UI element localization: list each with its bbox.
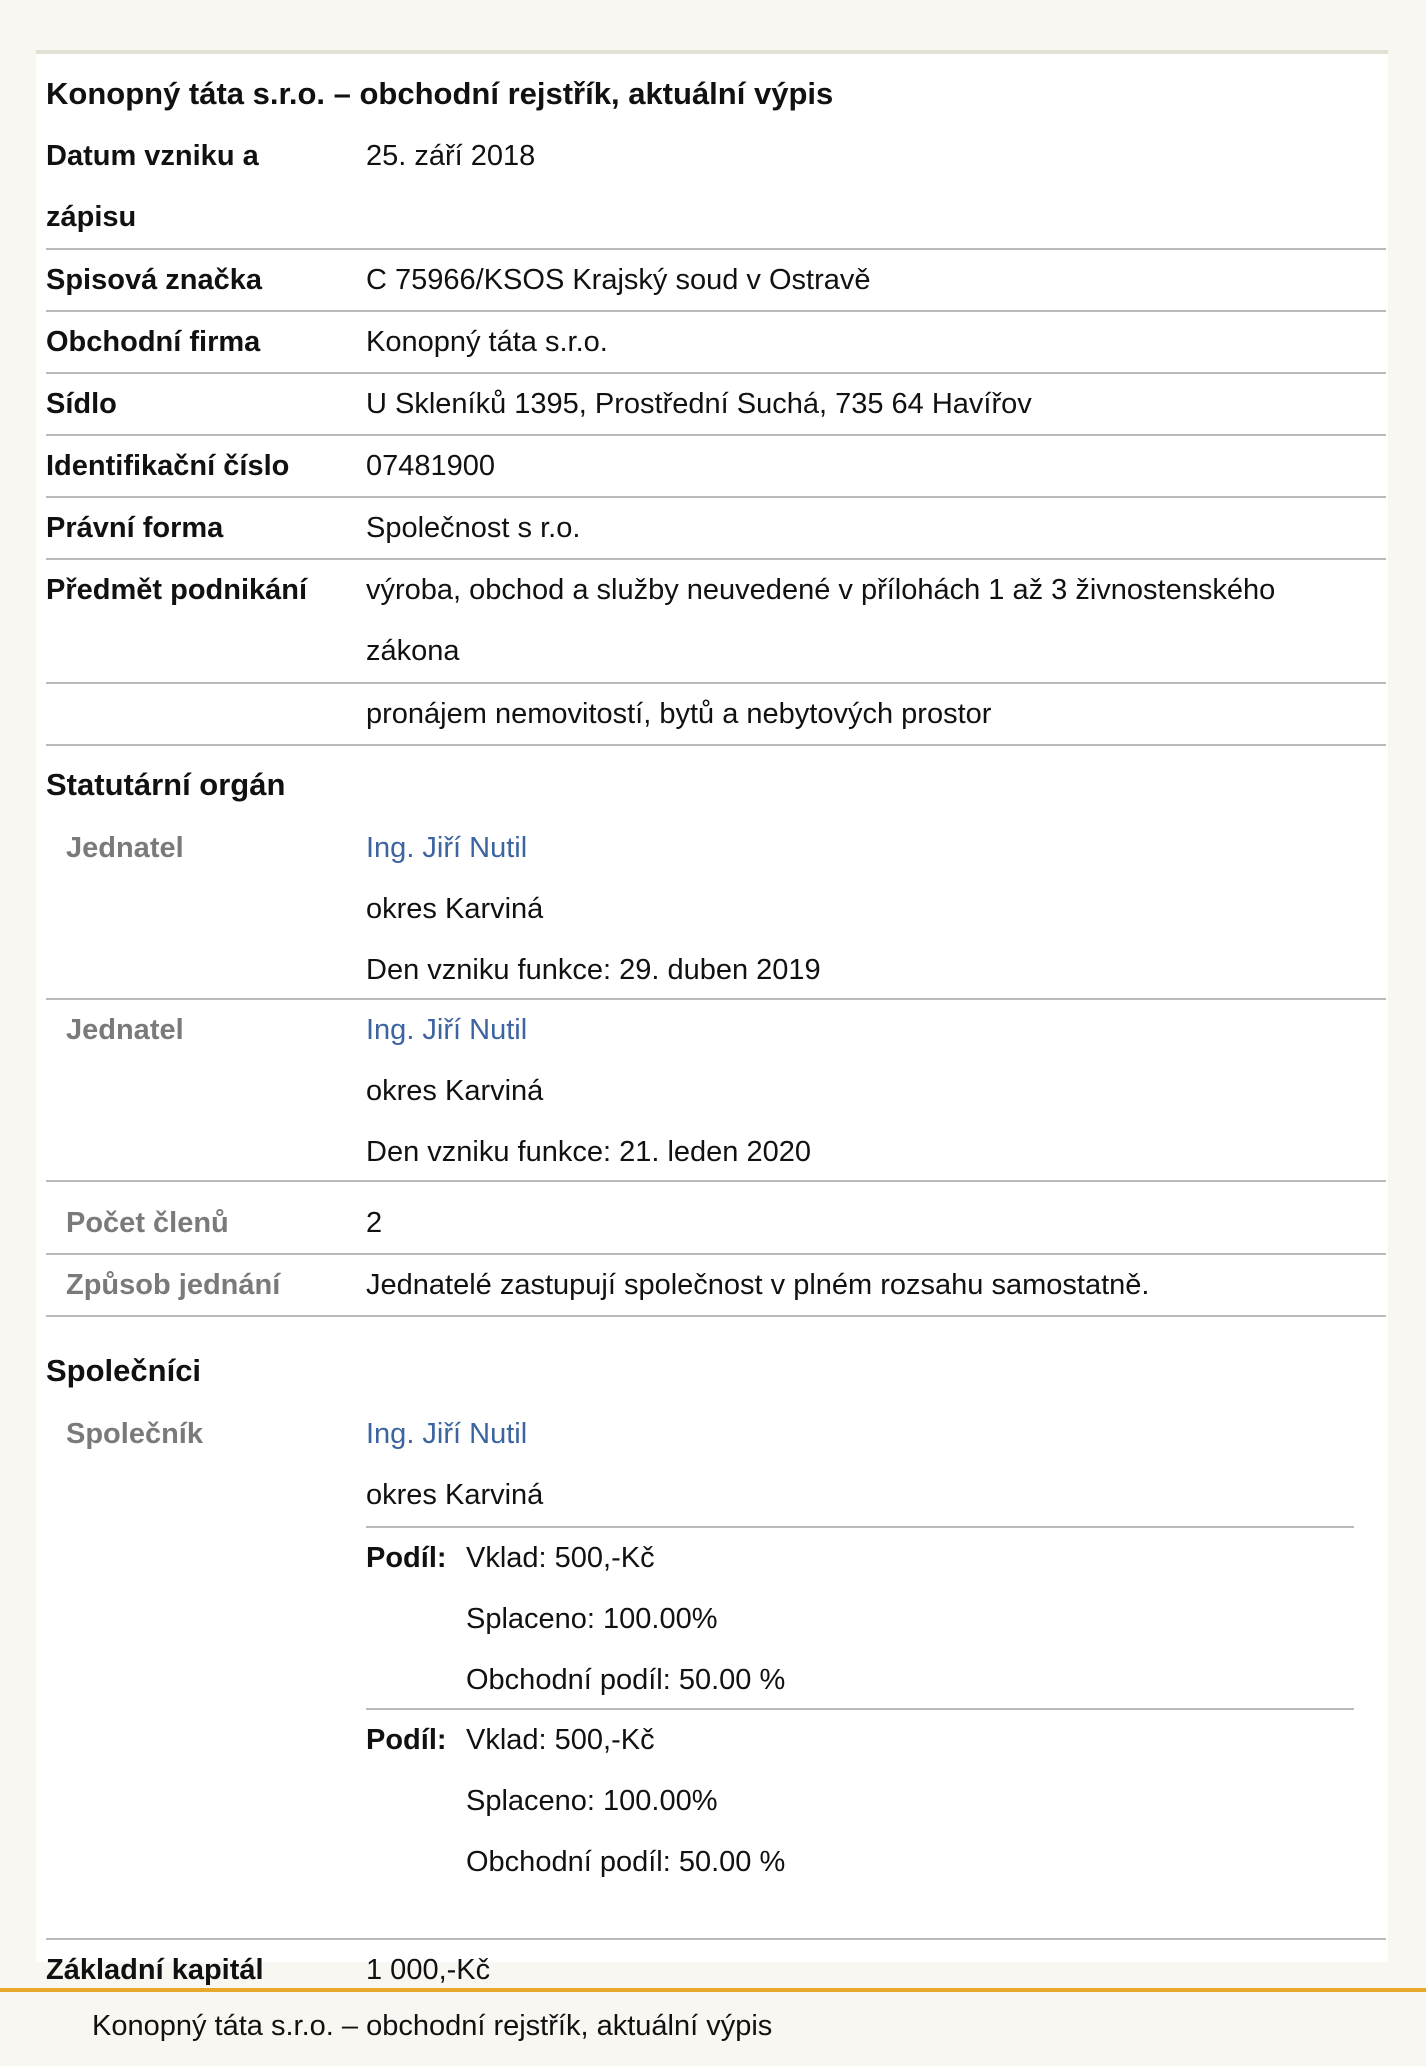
jednatel-2-district: okres Karviná (366, 1075, 544, 1107)
share-1-vklad: Vklad: 500,-Kč (466, 1542, 655, 1574)
row-predmet-podnikani-1 (46, 560, 1386, 684)
share-block-1 (366, 1526, 1354, 1708)
share-2-values (466, 1710, 785, 1893)
label-predmet-podnikani: Předmět podnikání (46, 574, 308, 606)
share-2-vklad: Vklad: 500,-Kč (466, 1724, 655, 1756)
value-identifikacni-cislo: 07481900 (366, 450, 496, 482)
share-2-podil: Obchodní podíl: 50.00 % (466, 1846, 786, 1878)
value-spolecnik (366, 1404, 1386, 1526)
row-spisova-znacka (46, 250, 1386, 312)
jednatel-1-district: okres Karviná (366, 893, 544, 925)
label-jednatel-1: Jednatel (66, 832, 184, 864)
value-zpusob-jednani: Jednatelé zastupují společnost v plném rozsahu samostatně. (366, 1269, 1150, 1301)
footer-title: Konopný táta s.r.o. – obchodní rejstřík, aktuální výpis (92, 2010, 773, 2042)
label-datum-vzniku (46, 126, 346, 248)
row-pocet-clenu (46, 1193, 1386, 1255)
row-zpusob-jednani (46, 1255, 1386, 1317)
section-statutarni-organ: Statutární orgán (46, 767, 286, 802)
label-pravni-forma: Právní forma (46, 512, 224, 544)
share-1-values (466, 1528, 785, 1711)
share-1-podil: Obchodní podíl: 50.00 % (466, 1664, 786, 1696)
label-zakladni-kapital: Základní kapitál (46, 1954, 264, 1986)
row-identifikacni-cislo (46, 436, 1386, 498)
value-jednatel-2 (366, 1000, 1386, 1183)
label-spisova-znacka: Spisová značka (46, 264, 262, 296)
share-2-splaceno: Splaceno: 100.00% (466, 1785, 718, 1817)
row-pravni-forma (46, 498, 1386, 560)
share-1-label: Podíl: (366, 1542, 447, 1574)
page-title: Konopný táta s.r.o. – obchodní rejstřík, aktuální výpis (46, 76, 834, 111)
row-jednatel-1 (46, 818, 1386, 1000)
label-zpusob-jednani: Způsob jednání (66, 1269, 281, 1301)
spolecnik-name-link[interactable]: Ing. Jiří Nutil (366, 1418, 528, 1450)
share-block-2 (366, 1708, 1354, 1890)
label-datum-line-2: zápisu (46, 201, 137, 233)
value-predmet-podnikani-2: pronájem nemovitostí, bytů a nebytových prostor (366, 698, 992, 730)
label-identifikacni-cislo: Identifikační číslo (46, 450, 290, 482)
value-pocet-clenu: 2 (366, 1207, 383, 1239)
register-extract-card (36, 50, 1388, 1986)
label-jednatel-2: Jednatel (66, 1014, 184, 1046)
value-zakladni-kapital: 1 000,-Kč (366, 1954, 491, 1986)
jednatel-2-since: Den vzniku funkce: 21. leden 2020 (366, 1136, 811, 1168)
page-footer (0, 1988, 1426, 2066)
label-obchodni-firma: Obchodní firma (46, 326, 261, 358)
predmet-text-1: výroba, obchod a služby neuvedené v přílohách 1 až 3 živnostenského zákona (366, 574, 1276, 667)
share-2-label: Podíl: (366, 1724, 447, 1756)
label-datum-line-1: Datum vzniku a (46, 140, 259, 172)
value-predmet-podnikani-1 (366, 560, 1386, 682)
value-jednatel-1 (366, 818, 1386, 1001)
row-predmet-podnikani-2 (46, 684, 1386, 746)
row-obchodni-firma (46, 312, 1386, 374)
value-spisova-znacka: C 75966/KSOS Krajský soud v Ostravě (366, 264, 871, 296)
row-datum-vzniku (46, 126, 1386, 250)
value-pravni-forma: Společnost s r.o. (366, 512, 581, 544)
label-pocet-clenu: Počet členů (66, 1207, 229, 1239)
jednatel-1-since: Den vzniku funkce: 29. duben 2019 (366, 954, 821, 986)
row-sidlo (46, 374, 1386, 436)
label-sidlo: Sídlo (46, 388, 117, 420)
row-jednatel-2 (46, 1000, 1386, 1182)
value-datum-vzniku: 25. září 2018 (366, 140, 536, 172)
value-obchodni-firma: Konopný táta s.r.o. (366, 326, 608, 358)
row-spolecnik (46, 1404, 1386, 1940)
value-sidlo: U Skleníků 1395, Prostřední Suchá, 735 64 Havířov (366, 388, 1032, 420)
share-1-splaceno: Splaceno: 100.00% (466, 1603, 718, 1635)
label-spolecnik: Společník (66, 1418, 203, 1450)
jednatel-1-name-link[interactable]: Ing. Jiří Nutil (366, 832, 528, 864)
jednatel-2-name-link[interactable]: Ing. Jiří Nutil (366, 1014, 528, 1046)
section-spolecnici: Společníci (46, 1353, 202, 1388)
spolecnik-district: okres Karviná (366, 1479, 544, 1511)
